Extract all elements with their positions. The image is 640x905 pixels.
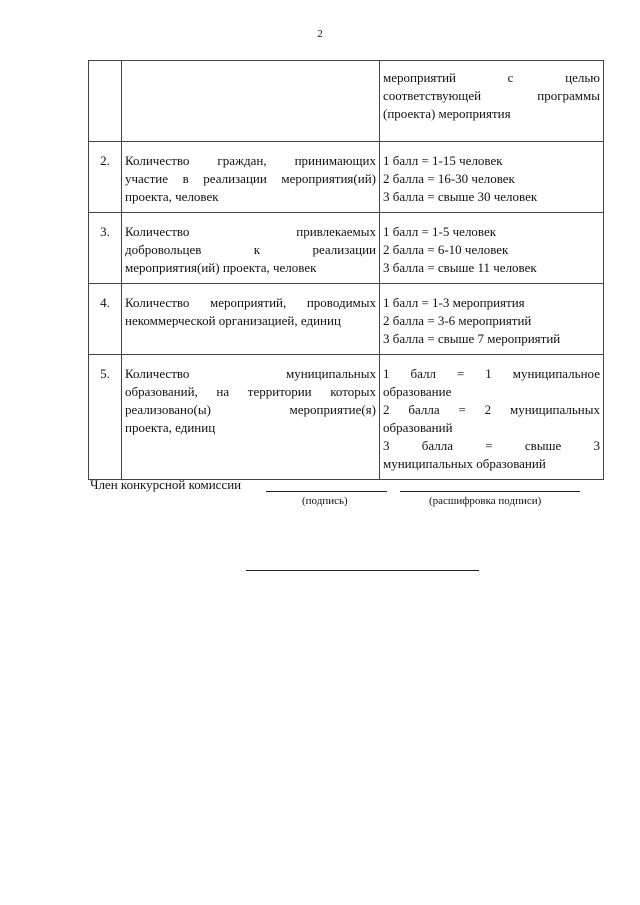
criterion-line: участие в реализации мероприятия(ий) <box>125 171 376 186</box>
table-row <box>89 284 604 355</box>
score-cell <box>380 284 604 355</box>
score-line: образований <box>383 420 453 435</box>
score-line: 2 балла = 2 муниципальных <box>383 402 600 417</box>
criterion-cell <box>122 284 380 355</box>
criterion-line: некоммерческой организацией, единиц <box>125 313 341 328</box>
score-line: 3 балла = свыше 30 человек <box>383 189 538 204</box>
score-line: образование <box>383 384 452 399</box>
score-line: 1 балл = 1-3 мероприятия <box>383 295 525 310</box>
score-cell <box>380 355 604 480</box>
criterion-line: реализовано(ы) мероприятие(я) <box>125 402 376 417</box>
score-cell <box>380 142 604 213</box>
criterion-line: добровольцев к реализации <box>125 242 376 257</box>
criterion-cell <box>122 213 380 284</box>
row-number-cell: 4. <box>89 284 122 355</box>
criteria-table-body <box>89 61 604 480</box>
criterion-line: Количество граждан, принимающих <box>125 153 376 168</box>
score-line: 3 балла = свыше 3 <box>383 438 600 453</box>
score-line: мероприятий с целью <box>383 70 600 85</box>
score-line: 1 балл = 1-5 человек <box>383 224 497 239</box>
criterion-cell <box>122 355 380 480</box>
row-number-cell: 2. <box>89 142 122 213</box>
score-cell <box>380 61 604 142</box>
row-number-cell <box>89 61 122 142</box>
table-row-continuation <box>89 61 604 142</box>
row-number-cell: 3. <box>89 213 122 284</box>
score-line: соответствующей программы <box>383 88 600 103</box>
score-line: 3 балла = свыше 11 человек <box>383 260 537 275</box>
signature-caption: (подпись) <box>302 495 348 507</box>
criterion-cell <box>122 142 380 213</box>
score-line: 2 балла = 16-30 человек <box>383 171 515 186</box>
table-row <box>89 355 604 480</box>
criterion-line: проекта, человек <box>125 189 219 204</box>
criterion-line: Количество привлекаемых <box>125 224 376 239</box>
score-cell <box>380 213 604 284</box>
commission-member-label: Член конкурсной комиссии <box>90 477 242 492</box>
score-line: 2 балла = 6-10 человек <box>383 242 509 257</box>
table-row <box>89 213 604 284</box>
criterion-line: образований, на территории которых <box>125 384 376 399</box>
criterion-line: мероприятия(ий) проекта, человек <box>125 260 317 275</box>
criteria-table <box>88 60 604 480</box>
score-line: 2 балла = 3-6 мероприятий <box>383 313 532 328</box>
score-line: (проекта) мероприятия <box>383 106 511 121</box>
criterion-line: проекта, единиц <box>125 420 216 435</box>
score-line: 1 балл = 1 муниципальное <box>383 366 600 381</box>
document-end-line <box>246 570 479 571</box>
score-line: 1 балл = 1-15 человек <box>383 153 503 168</box>
score-line: 3 балла = свыше 7 мероприятий <box>383 331 561 346</box>
criterion-line: Количество муниципальных <box>125 366 376 381</box>
signature-line <box>266 491 387 492</box>
score-line: муниципальных образований <box>383 456 546 471</box>
table-row <box>89 142 604 213</box>
criterion-line: Количество мероприятий, проводимых <box>125 295 376 310</box>
signature-decode-caption: (расшифровка подписи) <box>429 495 542 507</box>
row-number-cell: 5. <box>89 355 122 480</box>
signature-decode-line <box>400 491 580 492</box>
page-number: 2 <box>317 28 323 40</box>
criterion-cell <box>122 61 380 142</box>
